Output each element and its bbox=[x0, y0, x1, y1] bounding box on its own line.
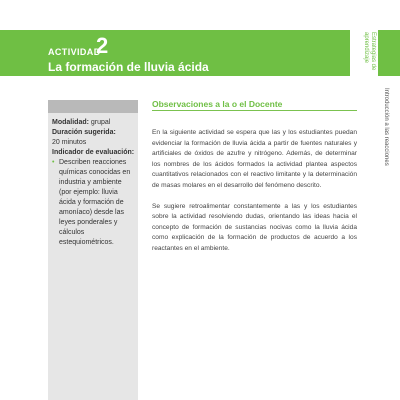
section-tab-label: Estrategias de aprendizaje bbox=[363, 32, 376, 71]
duration-label: Duración sugerida: bbox=[52, 129, 116, 136]
section-heading: Observaciones a la o el Docente bbox=[152, 99, 283, 109]
indicator-list bbox=[52, 158, 136, 248]
activity-label: ACTIVIDAD bbox=[48, 47, 101, 57]
info-sidebar-header bbox=[48, 100, 138, 113]
heading-divider bbox=[152, 110, 357, 111]
activity-title: La formación de lluvia ácida bbox=[48, 60, 209, 74]
indicator-label: Indicador de evaluación: bbox=[52, 149, 135, 156]
body-paragraph-1: En la siguiente actividad se espera que las y los estudiantes puedan evidenciar la formación de lluvia ácida a partir de fuentes naturales y artificiales de óxidos de azufre y nitrógeno. Además, de determinar los nombres de los ácidos formados la actividad plantea aspectos cuantitativos relacionados con el reactivo limitante y la determinación de masas molares en el desarrollo del fenómeno descrito. bbox=[152, 129, 357, 189]
modality-line bbox=[52, 118, 136, 128]
activity-number: 2 bbox=[96, 33, 109, 58]
modality-label: Modalidad: bbox=[52, 119, 89, 126]
indicator-item: • Describen reacciones químicas conocidas en industria y ambiente (por ejemplo: lluvia ácida y formación de amoníaco) desde las leyes ponderales y cálculos estequiométricos. bbox=[52, 158, 136, 248]
info-sidebar-content bbox=[52, 118, 136, 248]
modality-value: grupal bbox=[90, 119, 111, 126]
body-paragraph-2: Se sugiere retroalimentar constantemente a las y los estudiantes sobre la actividad resolviendo dudas, orientando las ideas hacia el concepto de formación de sustancias nocivas como la lluvia ácida como explicación de la formación de productos de acuerdo a los reactantes en el ambiente. bbox=[152, 202, 357, 252]
main-body bbox=[152, 128, 357, 265]
duration-value: 20 minutos bbox=[52, 139, 87, 146]
chapter-side-label: Introducción a las reacciones bbox=[383, 88, 389, 166]
